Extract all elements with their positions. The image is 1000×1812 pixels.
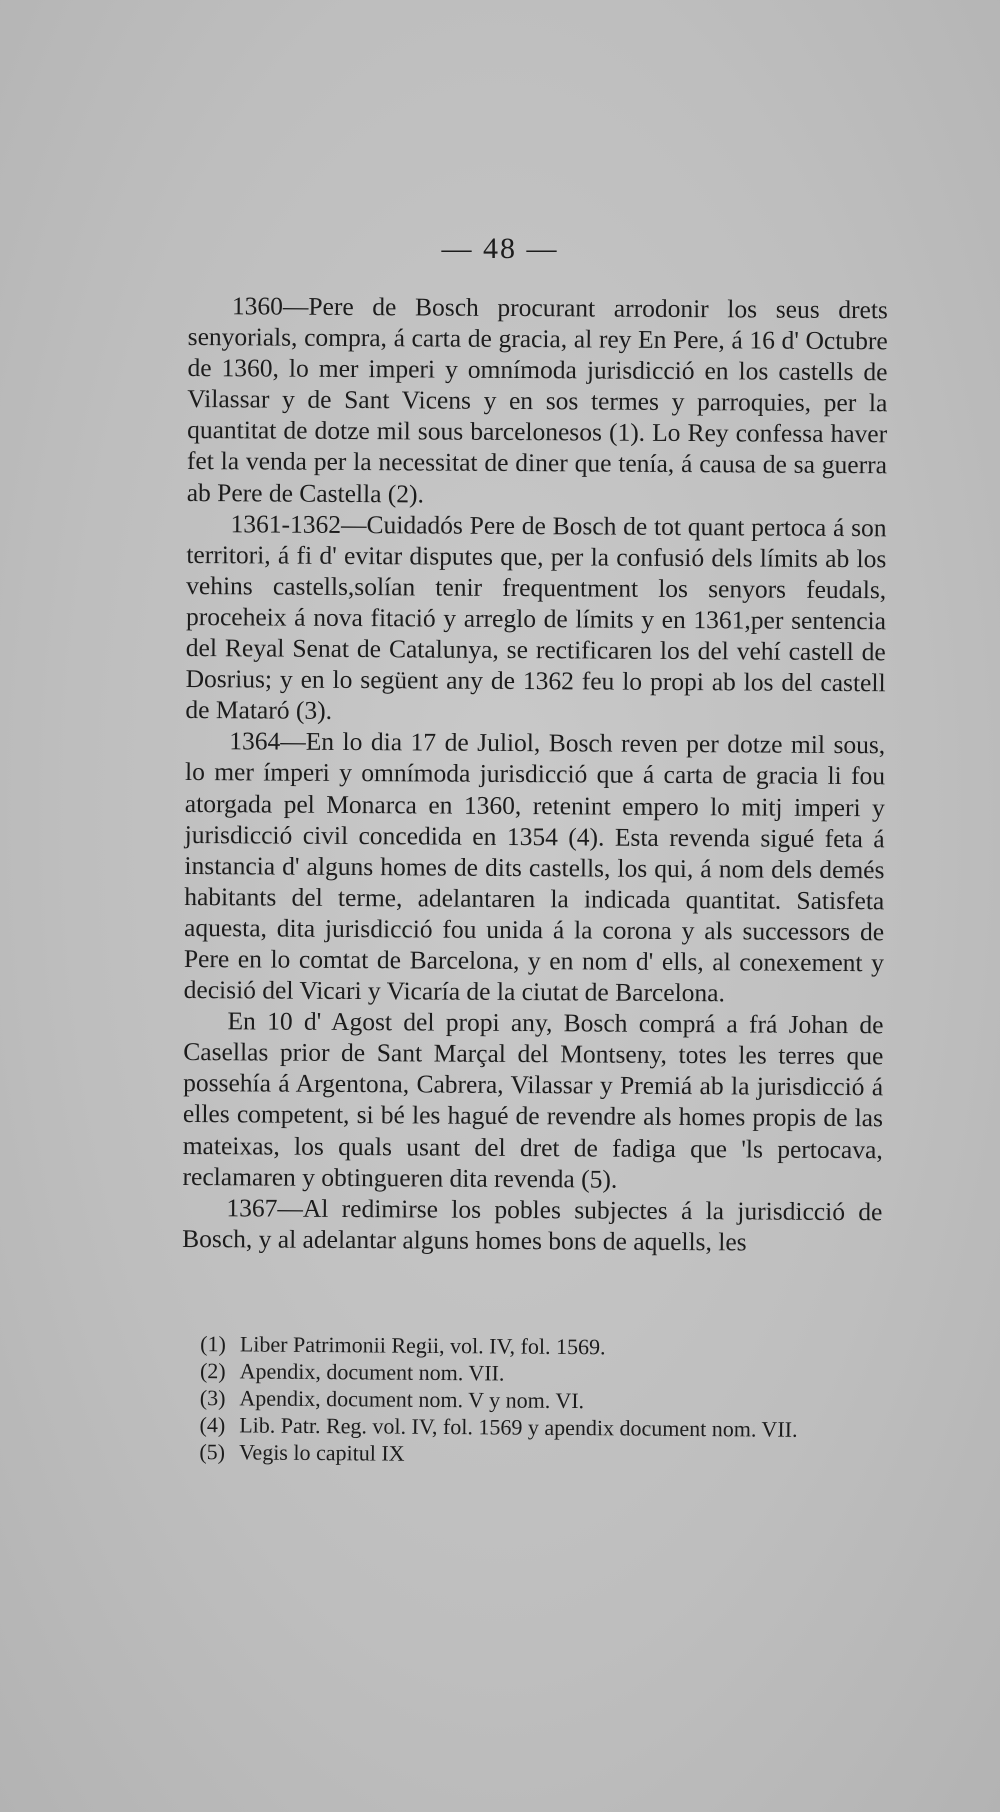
footnote-text: Lib. Patr. Reg. vol. IV, fol. 1569 y apendix document nom. VII. [239,1412,798,1442]
footnote-mark: (1) [200,1331,226,1357]
footnote [185,1438,885,1470]
paragraph-1364: 1364—En lo dia 17 de Juliol, Bosch reven per dotze mil sous, lo mer ímperi y omnímoda jurisdicció que á carta de gracia li fou atorgada pel Monarca en 1360, retenint empero lo mitj imperi y jurisdicció civil concedida en 1354 (4). Esta revenda sigué feta á instancia d' alguns homes de dits castells, los qui, á nom dels demés habitants del terme, adelantaren la indicada quantitat. Satisfeta aquesta, dita jurisdicció fou unida á la corona y als successors de Pere en lo comtat de Barcelona, y en nom d' ells, al conexement y decisió del Vicari y Vicaría de la ciutat de Barcelona. [183,726,886,1008]
paragraph-1361-1362: 1361-1362—Cuidadós Pere de Bosch de tot quant pertoca á son territori, á fi d' evitar disputes que, per la confusió dels límits ab los vehins castells,solían tenir frequentment los senyors feudals, proceheix á nova fitació y arreglo de límits y en 1361,per sentencia del Reyal Senat de Catalunya, se rectificaren los del vehí castell de Dosrius; y en lo següent any de 1362 feu lo propi ab los del castell de Mataró (3). [185,508,887,726]
footnote-mark: (2) [199,1358,226,1384]
footnote-text: Vegis lo capitul IX [238,1439,405,1466]
paragraph-1367: 1367—Al redimirse los pobles subjectes á la jurisdicció de Bosch, y al adelantar alguns homes bons de aquells, les [182,1192,883,1257]
page-number: — 48 — [441,232,559,265]
footnote-text: Apendix, document nom. VII. [239,1358,505,1386]
footnote-mark: (4) [199,1412,226,1438]
footnote-text: Apendix, document nom. V y nom. VI. [239,1385,585,1414]
footnote-text: Liber Patrimonii Regii, vol. IV, fol. 1569. [239,1331,606,1360]
paragraph-1360: 1360—Pere de Bosch procurant arrodonir los seus drets senyorials, compra, á carta de gracia, al rey En Pere, á 16 d' Octubre de 1360, lo mer imperi y omnímoda jurisdicció en los castells de Vilassar y de Sant Vicens y en sos termes y parroquies, per la quantitat de dotze mil sous barcelonesos (1). Lo Rey confessa haver fet la venda per la necessitat de diner que tenía, á causa de sa guerra ab Pere de Castella (2). [186,291,888,509]
body-text [182,290,888,1258]
footnote-mark: (3) [199,1385,226,1411]
paragraph-agost: En 10 d' Agost del propi any, Bosch comprá a frá Johan de Casellas prior de Sant Marçal del Montseny, totes les terres que possehía á Argentona, Cabrera, Vilassar y Premiá ab la jurisdicció á elles competent, si bé les hagué de revendre als homes propis de las mateixas, los quals usant del dret de fadiga que 'ls pertocava, reclamaren y obtingueren dita revenda (5). [182,1006,884,1194]
footnote-mark: (5) [199,1439,226,1465]
footnotes [185,1330,886,1470]
